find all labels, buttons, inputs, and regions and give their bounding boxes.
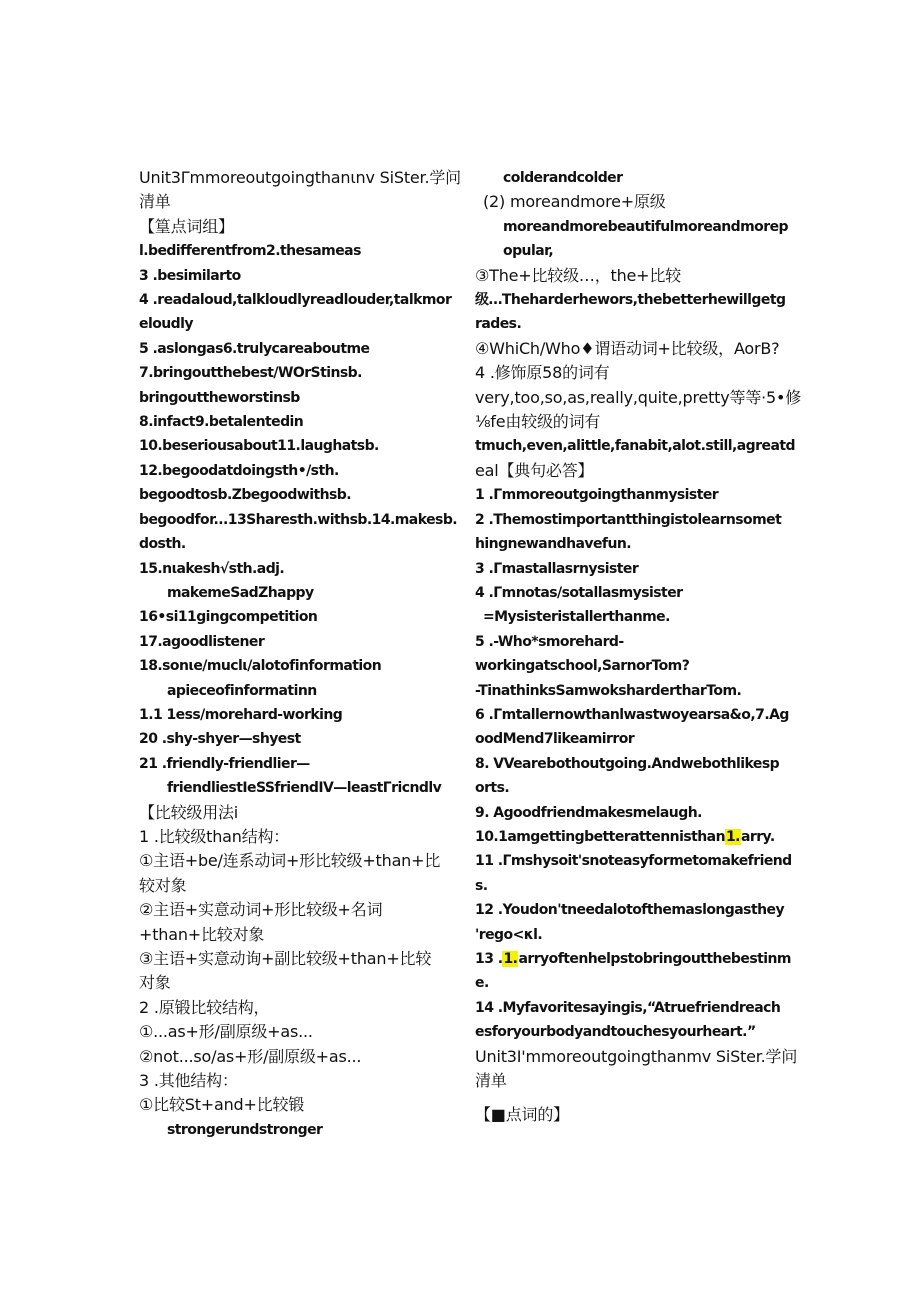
line-text: 18.sonιe/muclι/alotofinformation [139, 658, 382, 675]
line-text: s. [475, 877, 488, 894]
text-line [475, 1103, 785, 1127]
text-line [475, 410, 785, 434]
text-line [139, 801, 455, 825]
line-text: (2) moreandmore+原级 [483, 192, 666, 212]
line-text: ①比较St+and+比较锻 [139, 1095, 305, 1115]
line-text: 14 .Myfavoritesayingis,“Atruefriendreach [475, 999, 781, 1016]
line-text: 1 .比较级than结构： [139, 826, 290, 846]
text-line [475, 776, 785, 800]
line-text: Unit3Γmmoreoutgoingthanιnv SiSter.学问 [139, 168, 461, 187]
text-line [475, 557, 785, 581]
line-text: very,too,so,as,really,quite,pretty等等·5•修 [475, 387, 802, 407]
line-text: oodMend7likeamirror [475, 731, 635, 748]
text-line [475, 508, 785, 532]
line-text: apieceofinformatinn [167, 682, 317, 699]
text-line [139, 947, 455, 971]
text-line [475, 923, 785, 947]
line-text: ②not...so/as+形/副原级+as... [139, 1046, 362, 1066]
text-line [475, 703, 789, 727]
line-text: moreandmorebeautifulmoreandmorep [503, 218, 788, 235]
text-line [475, 312, 785, 336]
text-line [139, 386, 455, 410]
highlighted-text: 1. [503, 951, 518, 967]
line-text: hingnewandhavefun. [475, 536, 632, 553]
line-text: l.bedifferentfrom2.thesameas [139, 243, 361, 260]
line-text: 9. Agoodfriendmakesmelaugh. [475, 804, 702, 821]
text-line [139, 483, 455, 507]
line-text: makemeSadZhappy [167, 584, 314, 601]
text-line [139, 1045, 455, 1069]
text-line [475, 288, 785, 312]
line-text: 17.agoodlistener [139, 633, 265, 650]
line-text: 【篁点词组】 [139, 216, 234, 236]
line-text: 级…Theharderhewors,thebetterhewillgetg [475, 292, 786, 309]
text-line [475, 849, 792, 873]
line-text: ⅛fe由较级的词有 [475, 412, 601, 432]
line-text: ③主语+实意动询+副比较级+than+比较 [139, 949, 432, 968]
line-text: 10.1amgettingbetterattennisthan [475, 828, 725, 845]
text-line [475, 630, 785, 654]
line-text: begoodtosb.Zbegoodwithsb. [139, 487, 352, 504]
text-line [139, 361, 455, 385]
text-line [475, 215, 788, 239]
line-text: Unit3I'mmoreoutgoingthanmv SiSter.学问 [475, 1046, 798, 1066]
text-line [475, 264, 785, 288]
line-text: 21 .friendly-friendlier— [139, 755, 310, 772]
text-line [475, 581, 785, 605]
text-line [139, 239, 455, 263]
line-text: 8.infact9.betalentedin [139, 414, 304, 431]
line-text: 5 .aslongas6.trulycareaboutme [139, 340, 370, 357]
text-line [475, 459, 785, 483]
line-text: rades. [475, 316, 522, 333]
text-line [139, 923, 455, 947]
line-text: colderandcolder [503, 170, 623, 186]
spacer [475, 1093, 785, 1103]
line-text: opular, [503, 243, 554, 260]
line-text: 3 .Γmastallasrnysister [475, 560, 639, 577]
text-line [139, 679, 455, 703]
text-line [475, 874, 785, 898]
line-text: =Mysisteristallerthanme. [483, 609, 670, 626]
line-text: 对象 [139, 973, 171, 993]
line-text: ①主语+be/连系动词+形比较级+than+比 [139, 851, 441, 871]
right-column [475, 166, 802, 1128]
text-line [475, 971, 785, 995]
line-text: strongerundstronger [167, 1121, 323, 1138]
line-text: 较对象 [139, 875, 187, 895]
text-line [139, 776, 455, 800]
line-text: 'rego<κl. [475, 926, 543, 943]
line-text: 1 .Γmmoreoutgoingthanmysister [475, 487, 719, 504]
line-text: 16•si11gingcompetition [139, 609, 318, 626]
line-text: 【比较级用法i [139, 802, 239, 822]
text-line [475, 337, 785, 361]
line-text: 12 .Youdon'tneedalotofthemaslongasthey [475, 902, 785, 919]
line-text: ④WhiCh/Who♦谓语动词+比较级，AorB? [475, 338, 780, 358]
text-line [139, 581, 455, 605]
line-text: 20 .shy-shyer—shyest [139, 731, 301, 748]
line-text: begoodfor...13Sharesth.withsb.14.makesb. [139, 511, 458, 528]
line-text: 6 .Γmtallernowthanlwastwoyearsa&o,7.Ag [475, 706, 789, 723]
highlighted-text: 1. [725, 828, 740, 845]
text-line [475, 898, 785, 922]
text-line [139, 190, 455, 214]
text-line [475, 996, 785, 1020]
text-line [139, 264, 455, 288]
text-line [139, 874, 455, 898]
line-text-after: arry. [740, 828, 775, 845]
text-line [139, 703, 455, 727]
left-column [139, 166, 461, 1142]
text-line [139, 1020, 455, 1044]
text-line [139, 605, 455, 629]
text-line [139, 654, 455, 678]
text-line [139, 1069, 455, 1093]
text-line [139, 727, 455, 751]
line-text: 4 .Γmnotas/sotallasmysister [475, 584, 683, 601]
line-text: e. [475, 975, 489, 992]
line-text: 13 . [475, 951, 503, 967]
text-line [139, 434, 455, 458]
text-line [139, 459, 455, 483]
line-text: eal【典句必答】 [475, 460, 594, 480]
line-text: 8. VVearebothoutgoing.Andwebothlikesp [475, 755, 780, 772]
text-line [475, 190, 785, 214]
text-line [139, 1093, 455, 1117]
line-text: -TinathinksSamwokshardertharTom. [475, 682, 742, 699]
text-line [475, 1045, 798, 1069]
line-text: +than+比较对象 [139, 924, 265, 944]
line-text: ①...as+形/副原级+as... [139, 1022, 313, 1042]
line-text: 3 .其他结构： [139, 1071, 238, 1091]
text-line [139, 410, 455, 434]
text-line [475, 532, 785, 556]
line-text: orts. [475, 780, 510, 797]
line-text-after: arryoftenhelpstobringoutthebestinm [518, 951, 791, 967]
text-line [475, 654, 785, 678]
text-line [139, 312, 455, 336]
line-text: 10.beseriousabout11.laughatsb. [139, 438, 379, 455]
text-line [139, 996, 455, 1020]
line-text: friendliestIeSSfriendIV—leastΓricndlv [167, 780, 442, 797]
text-line [475, 605, 785, 629]
line-text: 7.bringoutthebest/WOrStinsb. [139, 365, 362, 382]
text-line [139, 557, 455, 581]
line-text: 清单 [475, 1071, 507, 1091]
text-line [139, 215, 455, 239]
line-text: ③The+比较级…，the+比较 [475, 265, 681, 285]
line-text: 2 .原锻比较结构， [139, 997, 270, 1017]
text-line [475, 801, 785, 825]
text-line [475, 947, 791, 971]
line-text: ②主语+实意动词+形比较级+名词 [139, 900, 383, 920]
text-line [475, 239, 785, 263]
text-line [139, 166, 461, 190]
text-line [139, 849, 455, 873]
text-line [139, 508, 458, 532]
line-text: 5 .-Who*smorehard- [475, 633, 624, 650]
text-line [139, 898, 455, 922]
line-text: 4 .readaloud,talkloudlyreadlouder,talkmor [139, 292, 452, 309]
text-line [475, 361, 785, 385]
line-text: 【■点词的】 [475, 1105, 569, 1125]
line-text: 4 .修饰原58的词有 [475, 363, 610, 383]
text-line [475, 1069, 785, 1093]
text-line [475, 483, 785, 507]
line-text: dosth. [139, 536, 186, 553]
line-text: 3 .besimilarto [139, 267, 241, 284]
text-line [139, 971, 455, 995]
text-line [475, 1020, 785, 1044]
text-line [139, 630, 455, 654]
text-line [475, 679, 785, 703]
text-line [475, 386, 802, 410]
line-text: 12.begoodatdoingsth•/sth. [139, 462, 339, 479]
line-text: workingatschool,SarnorTom? [475, 658, 690, 675]
text-line [139, 1118, 455, 1142]
line-text: tmuch,even,alittle,fanabit,alot.still,agreatd [475, 438, 795, 455]
line-text: 1.1 1ess/morehard-working [139, 706, 343, 723]
line-text: bringouttheworstinsb [139, 389, 300, 406]
text-line [139, 532, 455, 556]
line-text: 15.nιakesh√sth.adj. [139, 560, 285, 577]
line-text: esforyourbodyandtouchesyourheart.” [475, 1024, 756, 1041]
text-line [139, 288, 455, 312]
text-line [475, 166, 785, 190]
text-line [475, 434, 795, 458]
line-text: 清单 [139, 192, 171, 212]
line-text: 11 .Γmshysoit'snoteasyformetomakefriend [475, 853, 792, 870]
text-line [475, 727, 785, 751]
text-line [475, 752, 785, 776]
line-text: 2 .Themostimportantthingistolearnsomet [475, 511, 782, 528]
text-line [139, 825, 455, 849]
text-line [475, 825, 785, 849]
text-line [139, 337, 455, 361]
text-line [139, 752, 455, 776]
line-text: eloudly [139, 316, 193, 333]
